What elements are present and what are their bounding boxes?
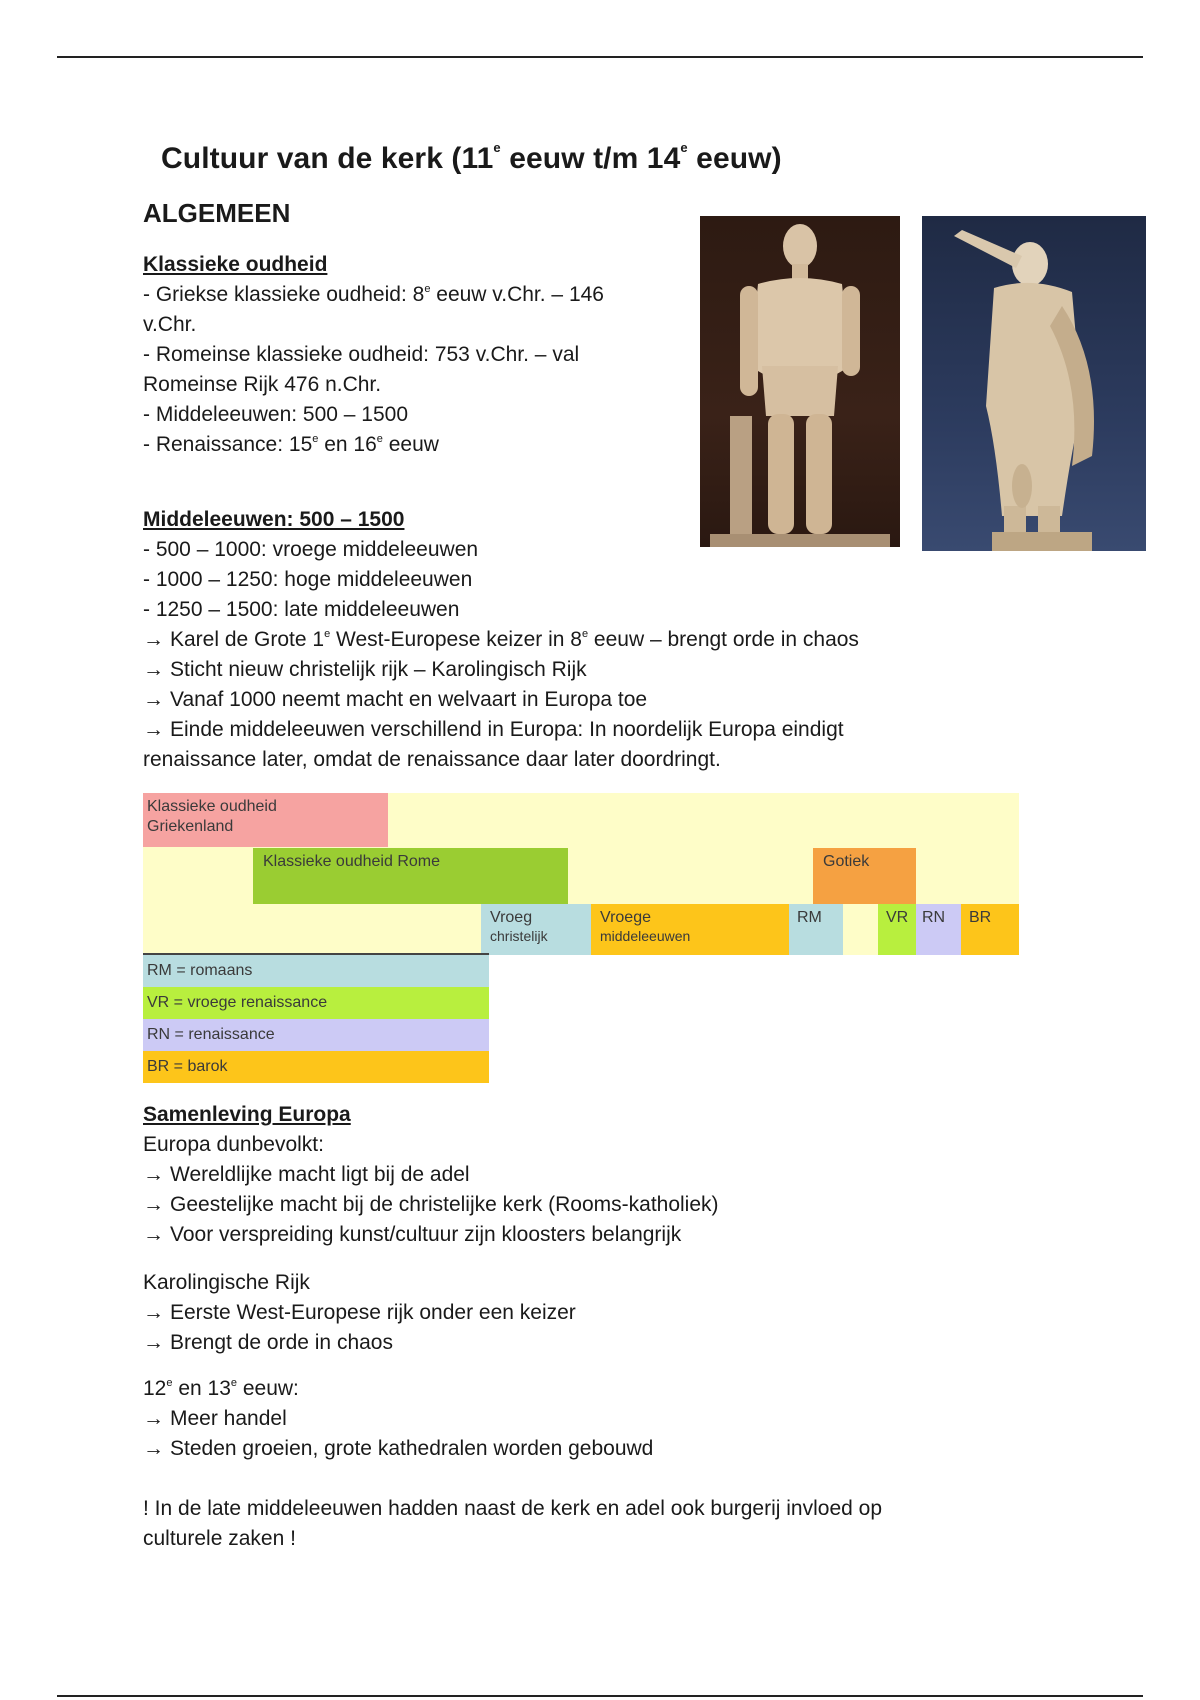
legend-item-br: BR = barok <box>143 1051 489 1083</box>
timeline-segment-vr: VR <box>878 904 916 955</box>
roman-statue-image <box>922 216 1146 551</box>
arrow-icon: → <box>143 1407 164 1430</box>
klassieke-oudheid-heading: Klassieke oudheid <box>143 253 328 276</box>
arrow-icon: → <box>143 1193 164 1216</box>
timeline-segment-vroege-middeleeuwen: Vroege middeleeuwen <box>591 904 789 955</box>
arrow-icon: → <box>143 1437 164 1460</box>
timeline-segment-rn: RN <box>916 904 961 955</box>
section-heading-algemeen: ALGEMEEN <box>143 198 291 228</box>
paragraph: Karolingische Rijk <box>143 1271 310 1294</box>
legend-item-vr: VR = vroege renaissance <box>143 987 489 1019</box>
arrow-icon: → <box>143 718 164 741</box>
timeline-diagram <box>143 793 1019 955</box>
list-item: v.Chr. <box>143 313 197 336</box>
list-item: → Geestelijke macht bij de christelijke kerk (Rooms-katholiek) <box>143 1190 719 1220</box>
bottom-rule <box>57 1695 1143 1697</box>
timeline-segment-griekenland: Klassieke oudheid Griekenland <box>143 793 388 847</box>
list-item: → Einde middeleeuwen verschillend in Europa: In noordelijk Europa eindigt <box>143 715 859 745</box>
list-item: - Romeinse klassieke oudheid: 753 v.Chr. – val <box>143 343 580 366</box>
list-item: - 1000 – 1250: hoge middeleeuwen <box>143 568 473 591</box>
list-item: - Middeleeuwen: 500 – 1500 <box>143 403 409 426</box>
legend-item-rn: RN = renaissance <box>143 1019 489 1051</box>
timeline-segment-gotiek: Gotiek <box>813 848 916 904</box>
samenleving-block <box>143 1100 719 1250</box>
middeleeuwen-block <box>143 505 859 775</box>
list-item: → Vanaf 1000 neemt macht en welvaart in Europa toe <box>143 685 859 715</box>
list-item: - Griekse klassieke oudheid: 8e eeuw v.Chr. – 146 <box>143 283 604 306</box>
top-rule <box>57 56 1143 58</box>
arrow-icon: → <box>143 658 164 681</box>
greek-statue-image <box>700 216 900 547</box>
timeline-legend <box>143 955 489 1083</box>
list-item: - 500 – 1000: vroege middeleeuwen <box>143 538 479 561</box>
eeuw-block <box>143 1374 653 1464</box>
list-item: → Brengt de orde in chaos <box>143 1328 576 1358</box>
list-item: renaissance later, omdat de renaissance daar later doordringt. <box>143 748 721 771</box>
middeleeuwen-heading: Middeleeuwen: 500 – 1500 <box>143 508 405 531</box>
list-item: → Meer handel <box>143 1404 653 1434</box>
list-item: → Voor verspreiding kunst/cultuur zijn kloosters belangrijk <box>143 1220 719 1250</box>
list-item: Romeinse Rijk 476 n.Chr. <box>143 373 382 396</box>
timeline-segment-rome: Klassieke oudheid Rome <box>253 848 568 904</box>
list-item: → Karel de Grote 1e West-Europese keizer in 8e eeuw – brengt orde in chaos <box>143 625 859 655</box>
timeline-segment-vroeg-christelijk: Vroeg christelijk <box>481 904 591 955</box>
arrow-icon: → <box>143 1223 164 1246</box>
arrow-icon: → <box>143 1301 164 1324</box>
timeline-segment-rm: RM <box>789 904 843 955</box>
klassieke-oudheid-block <box>143 250 604 460</box>
note-block <box>143 1494 882 1554</box>
samenleving-heading: Samenleving Europa <box>143 1103 351 1126</box>
page-title: Cultuur van de kerk (11e eeuw t/m 14e eeuw) <box>161 140 782 175</box>
note-line: ! In de late middeleeuwen hadden naast de kerk en adel ook burgerij invloed op <box>143 1497 883 1520</box>
karolingische-block <box>143 1268 576 1358</box>
list-item: → Steden groeien, grote kathedralen worden gebouwd <box>143 1434 653 1464</box>
list-item: → Sticht nieuw christelijk rijk – Karolingisch Rijk <box>143 655 859 685</box>
arrow-icon: → <box>143 688 164 711</box>
list-item: → Wereldlijke macht ligt bij de adel <box>143 1160 719 1190</box>
arrow-icon: → <box>143 1163 164 1186</box>
arrow-icon: → <box>143 1331 164 1354</box>
timeline-segment-br: BR <box>961 904 1019 955</box>
list-item: - Renaissance: 15e en 16e eeuw <box>143 433 439 456</box>
list-item: → Eerste West-Europese rijk onder een keizer <box>143 1298 576 1328</box>
paragraph: 12e en 13e eeuw: <box>143 1377 299 1400</box>
note-line: culturele zaken ! <box>143 1527 296 1550</box>
paragraph: Europa dunbevolkt: <box>143 1133 324 1156</box>
arrow-icon: → <box>143 628 164 651</box>
list-item: - 1250 – 1500: late middeleeuwen <box>143 598 460 621</box>
legend-item-rm: RM = romaans <box>143 955 489 987</box>
